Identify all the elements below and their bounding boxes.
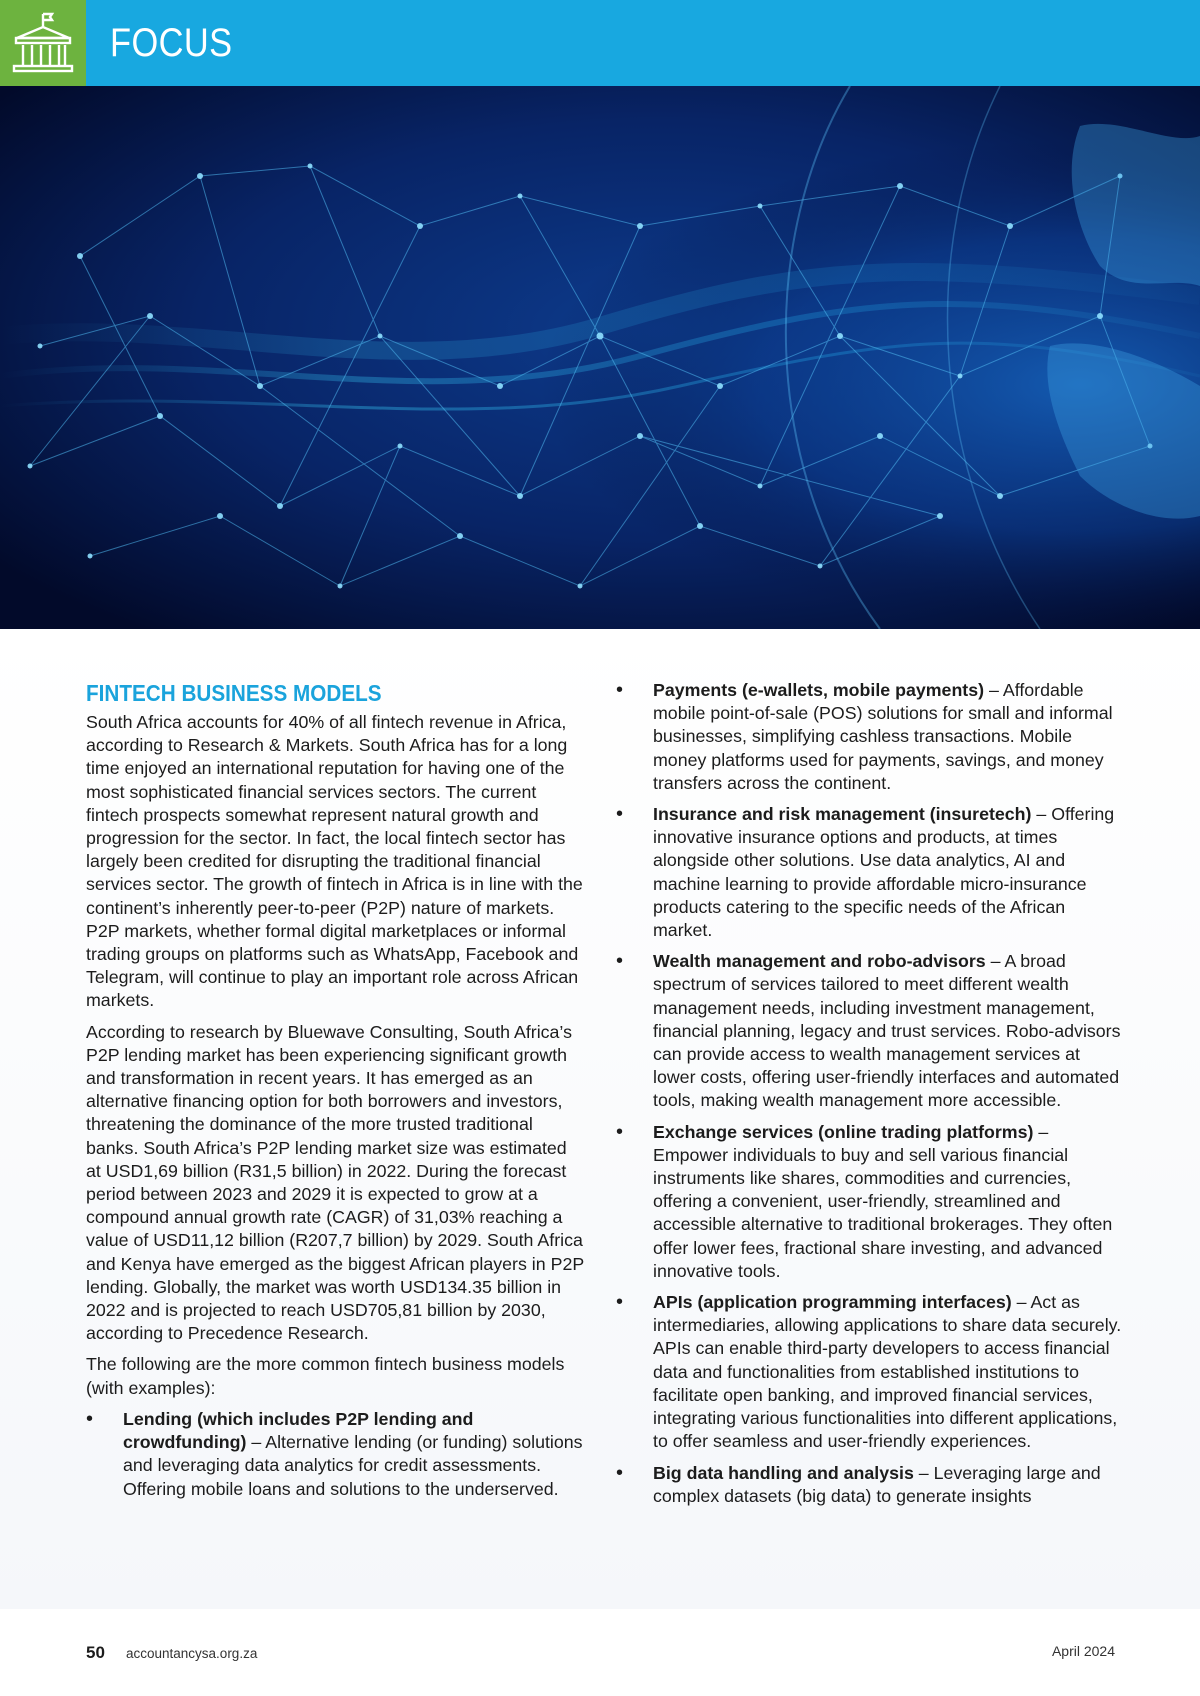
bullet-glyph: • (86, 1407, 94, 1430)
article-paragraph: The following are the more common fintech business models (with examples): (86, 1354, 565, 1398)
issue-date: April 2024 (1051, 1643, 1115, 1659)
page-footer (0, 1609, 1200, 1696)
list-item (616, 803, 1126, 942)
site-url[interactable]: accountancysa.org.za (126, 1646, 258, 1661)
list-item-title: Insurance and risk management (insuretech) (653, 804, 1032, 825)
list-item-text: – A broad spectrum of services tailored to meet different wealth management needs, including investment management, financial planning, legacy and trust services. Robo-advisors can provide access to wealth management services at lower costs, offering user-friendly interfaces and automated tools, making wealth management more accessible. (653, 951, 1121, 1111)
bullet-glyph: • (616, 803, 624, 826)
list-item-title: Big data handling and analysis (653, 1462, 914, 1483)
institution-building-icon (10, 10, 76, 76)
list-item-title: Exchange services (online trading platforms) (653, 1121, 1034, 1142)
article-body (0, 629, 1200, 1609)
list-item-text: – Offering innovative insurance options and products, at times alongside other solutions. Use data analytics, AI and machine learning to provide affordable micro-insurance products catering to the specific needs of the African market. (653, 804, 1115, 941)
list-item-title: APIs (application programming interfaces) (653, 1292, 1012, 1313)
bullet-glyph: • (616, 679, 624, 701)
business-models-list-continued (616, 679, 1126, 1508)
list-item-text: – Affordable mobile point-of-sale (POS) solutions for small and informal businesses, simplifying cashless transactions. Mobile money platforms used for payments, savings, and money transfers across the continent. (653, 680, 1113, 793)
page-number: 50 (86, 1643, 105, 1662)
hero-image (0, 86, 1200, 629)
article-column-left (86, 679, 586, 1509)
list-item-text: – Leveraging large and complex datasets (big data) to generate insights (653, 1462, 1101, 1506)
network-globe-illustration (0, 86, 1200, 629)
section-label: FOCUS (110, 21, 233, 65)
bullet-glyph: • (616, 1291, 624, 1314)
list-item (616, 950, 1126, 1112)
list-item-text: – Act as intermediaries, allowing applications to share data securely. APIs can enable third-party developers to access financial data and functionalities from established institutions to facilitate open banking, and improved financial services, integrating various functionalities into different applications, to offer seamless and user-friendly experiences. (653, 1292, 1122, 1452)
list-item-title: Lending (which includes P2P lending and crowdfunding) (123, 1408, 474, 1453)
list-item (616, 1462, 1126, 1508)
list-item-title: Payments (e-wallets, mobile payments) (653, 680, 985, 700)
list-item (616, 679, 1126, 795)
list-item (616, 1121, 1126, 1283)
page-header (0, 0, 1200, 86)
list-item-text: – Empower individuals to buy and sell various financial instruments like shares, commodities and currencies, offering a convenient, user-friendly, streamlined and accessible alternative to traditional brokerages. They often offer lower fees, fractional share investing, and advanced innovative tools. (653, 1121, 1113, 1281)
business-models-list (86, 1408, 586, 1501)
article-paragraph: According to research by Bluewave Consulting, South Africa’s P2P lending market has been experiencing significant growth and transformation in recent years. It has emerged as an alternative financing option for both borrowers and investors, threatening the dominance of the more trusted traditional banks. South Africa’s P2P lending market size was estimated at USD1,69 billion (R31,5 billion) in 2022. During the forecast period between 2023 and 2029 it is expected to grow at a compound annual growth rate (CAGR) of 31,03% reaching a value of USD11,12 billion (R207,7 billion) by 2029. South Africa and Kenya have emerged as the biggest African players in P2P lending. Globally, the market was worth USD134.35 billion in 2022 and is projected to reach USD705,81 billion by 2030, according to Precedence Research. (86, 1021, 584, 1344)
list-item-title: Wealth management and robo-advisors (653, 951, 986, 972)
list-item (86, 1408, 586, 1501)
article-paragraph: South Africa accounts for 40% of all fintech revenue in Africa, according to Research & Markets. South Africa has for a long time enjoyed an international reputation for having one of the most sophisticated financial services sectors. The current fintech prospects somewhat represent natural growth and progression for the sector. In fact, the local fintech sector has largely been credited for disrupting the traditional financial services sector. The growth of fintech in Africa is in line with the continent’s inherently peer-to-peer (P2P) nature of markets. P2P markets, whether formal digital marketplaces or informal trading groups on platforms such as WhatsApp, Facebook and Telegram, will continue to play an important role across African markets. (86, 712, 583, 1011)
article-heading: FINTECH BUSINESS MODELS (86, 680, 382, 706)
bullet-glyph: • (616, 1461, 624, 1484)
section-icon-box (0, 0, 86, 86)
bullet-glyph: • (616, 1120, 624, 1143)
list-item-text: – Alternative lending (or funding) solutions and leveraging data analytics for credit assessments. Offering mobile loans and solutions to the underserved. (123, 1432, 583, 1499)
bullet-glyph: • (616, 950, 624, 973)
article-column-right (616, 679, 1126, 1516)
list-item (616, 1291, 1126, 1453)
